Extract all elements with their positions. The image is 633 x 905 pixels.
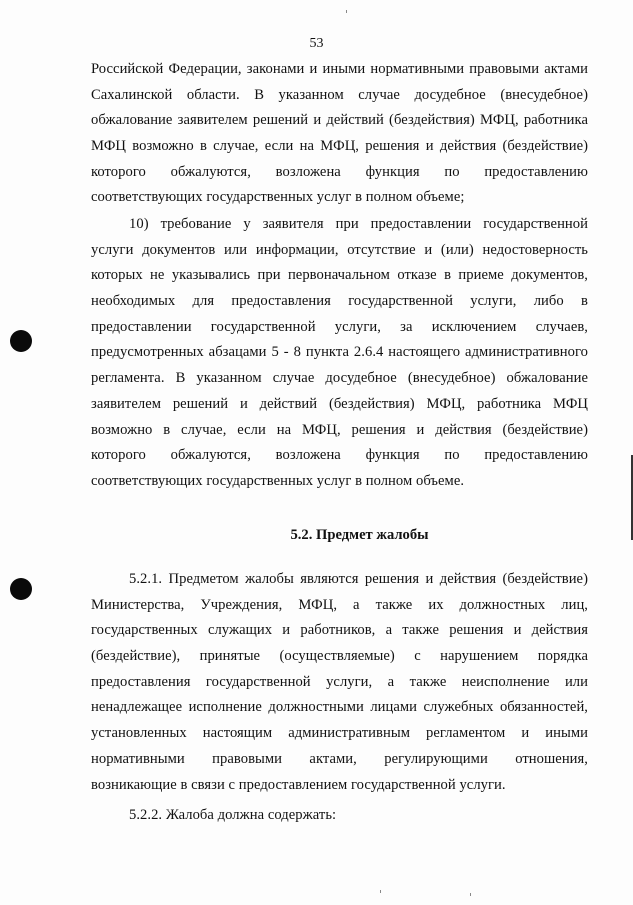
text-line: предоставлении государственной услуги, за исключением случаев, [91, 318, 588, 335]
text-line: обжалование заявителем решений и действий (бездействия) МФЦ, работника [91, 112, 588, 129]
text-line: предоставления государственной услуги, а также неисполнение или [91, 673, 588, 690]
text-line: (бездействие), принятые (осуществляемые) с нарушением порядка [91, 648, 588, 665]
binder-hole [10, 330, 32, 352]
text-line: которых не указывались при первоначальном отказе в приеме документов, [91, 267, 588, 284]
text-line: соответствующих государственных услуг в полном объеме; [91, 189, 465, 206]
text-line: государственных служащих и работников, а также решения и действия [91, 622, 588, 639]
paragraph-item-10 [91, 212, 588, 495]
text-line: необходимых для предоставления государственной услуги, либо в [91, 293, 588, 310]
text-line: заявителем решений и действий (бездействия) МФЦ, работника МФЦ [91, 395, 588, 412]
text-line: которого обжалуются, возложена функция по предоставлению [91, 163, 588, 180]
text-line: возникающие в связи с предоставлением государственной услуги. [91, 776, 506, 793]
paragraph-5-2-1 [91, 567, 588, 798]
section-heading: 5.2. Предмет жалобы [290, 527, 429, 543]
text-line: нормативными правовыми актами, регулирующими отношения, [91, 750, 588, 767]
text-line: которого обжалуются, возложена функция по предоставлению [91, 447, 588, 464]
text-line: 10) требование у заявителя при предоставлении государственной [129, 216, 588, 232]
text-line: 5.2.2. Жалоба должна содержать: [129, 807, 337, 823]
paragraph-continuation [91, 57, 588, 211]
text-line: регламента. В указанном случае досудебное (внесудебное) обжалование [91, 370, 588, 387]
text-line: соответствующих государственных услуг в полном объеме. [91, 472, 465, 489]
text-line: предусмотренных абзацами 5 - 8 пункта 2.6.4 настоящего административного [91, 344, 588, 361]
text-line: Сахалинской области. В указанном случае досудебное (внесудебное) [91, 86, 588, 103]
paragraph-5-2-2 [91, 803, 588, 829]
scan-speck [346, 10, 347, 13]
text-line: установленных настоящим административным регламентом и иными [91, 725, 588, 742]
text-line: 5.2.1. Предметом жалобы являются решения и действия (бездействие) [129, 571, 588, 587]
scan-speck [470, 893, 471, 896]
text-line: Российской Федерации, законами и иными нормативными правовыми актами [91, 61, 588, 77]
scan-speck [380, 890, 381, 893]
page-number: 53 [309, 36, 324, 51]
text-line: ненадлежащее исполнение должностными лицами служебных обязанностей, [91, 699, 588, 716]
text-line: МФЦ возможно в случае, если на МФЦ, решения и действия (бездействие) [91, 138, 588, 155]
text-line: Министерства, Учреждения, МФЦ, а также их должностных лиц, [91, 596, 588, 613]
text-line: услуги документов или информации, отсутствие и (или) недостоверность [91, 241, 588, 258]
text-line: возможно в случае, если на МФЦ, решения и действия (бездействие) [91, 421, 588, 438]
binder-hole [10, 578, 32, 600]
